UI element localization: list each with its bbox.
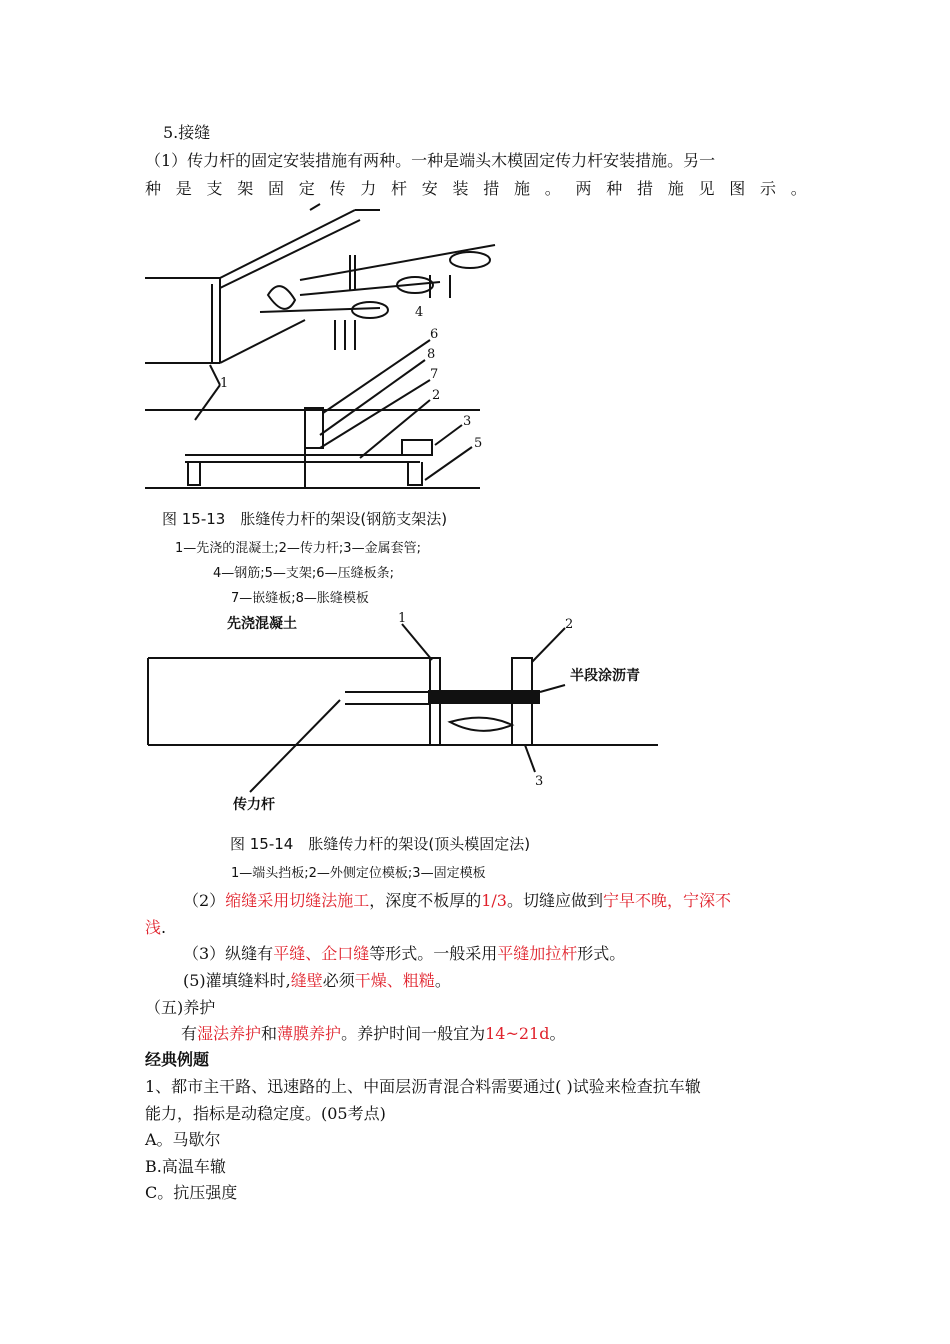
figure-15-14-drawing <box>140 610 665 815</box>
section-heading-joint: 5.接缝 <box>163 123 211 142</box>
fig13-label-6: 6 <box>430 327 439 342</box>
question1-line1: 1、都市主干路、迅速路的上、中面层沥青混合料需要通过( )试验来检查抗车辙 <box>145 1077 701 1096</box>
option-c: C。抗压强度 <box>145 1183 238 1202</box>
para2-line1: （2）缩缝采用切缝法施工，深度不板厚的1/3。切缝应做到宁早不晚，宁深不 <box>183 891 731 910</box>
question1-line2: 能力，指标是动稳定度。(05考点) <box>145 1104 386 1123</box>
fig13-label-1: 1 <box>220 376 229 391</box>
fig13-legend-3: 7—嵌缝板;8—胀缝模板 <box>231 591 369 606</box>
fig13-label-7: 7 <box>430 367 439 382</box>
section-heading-curing: （五)养护 <box>145 998 216 1017</box>
fig13-legend-2: 4—钢筋;5—支架;6—压缝板条; <box>213 566 394 581</box>
fig14-label-3: 3 <box>535 774 544 789</box>
option-b: B.高温车辙 <box>145 1157 226 1176</box>
fig13-label-3: 3 <box>463 414 472 429</box>
para3: （3）纵缝有平缝、企口缝等形式。一般采用平缝加拉杆形式。 <box>183 944 626 963</box>
fig14-label-1: 1 <box>398 611 407 626</box>
fig14-label-2: 2 <box>565 617 574 632</box>
fig13-title: 图 15-13 胀缝传力杆的架设(钢筋支架法) <box>162 510 448 528</box>
fig13-label-8: 8 <box>427 347 436 362</box>
fig14-legend: 1—端头挡板;2—外侧定位模板;3—固定模板 <box>231 866 486 881</box>
fig13-label-4: 4 <box>415 305 424 320</box>
para1-line1: （1）传力杆的固定安装措施有两种。一种是端头木模固定传力杆安装措施。另一 <box>145 151 716 170</box>
para2-line2: 浅. <box>145 918 167 937</box>
figure-15-13-drawing <box>140 200 520 500</box>
fig13-label-2: 2 <box>432 388 441 403</box>
fig14-label-dowel: 传力杆 <box>233 797 275 813</box>
para4: (5)灌填缝料时,缝壁必须干燥、粗糙。 <box>183 971 451 990</box>
option-a: A。马歇尔 <box>145 1130 221 1149</box>
fig13-label-5: 5 <box>474 436 483 451</box>
fig13-legend-1: 1—先浇的混凝土;2—传力杆;3—金属套管; <box>175 541 421 556</box>
para1-line2: 种 是 支 架 固 定 传 力 杆 安 装 措 施 。 两 种 措 施 见 图 示 。 <box>145 179 807 198</box>
fig14-label-concrete: 先浇混凝土 <box>227 616 297 632</box>
fig14-title: 图 15-14 胀缝传力杆的架设(顶头模固定法) <box>230 835 531 853</box>
section-heading-example: 经典例题 <box>145 1050 210 1069</box>
fig14-label-asphalt: 半段涂沥青 <box>570 668 640 684</box>
para5: 有湿法养护和薄膜养护。养护时间一般宜为14~21d。 <box>181 1024 566 1043</box>
